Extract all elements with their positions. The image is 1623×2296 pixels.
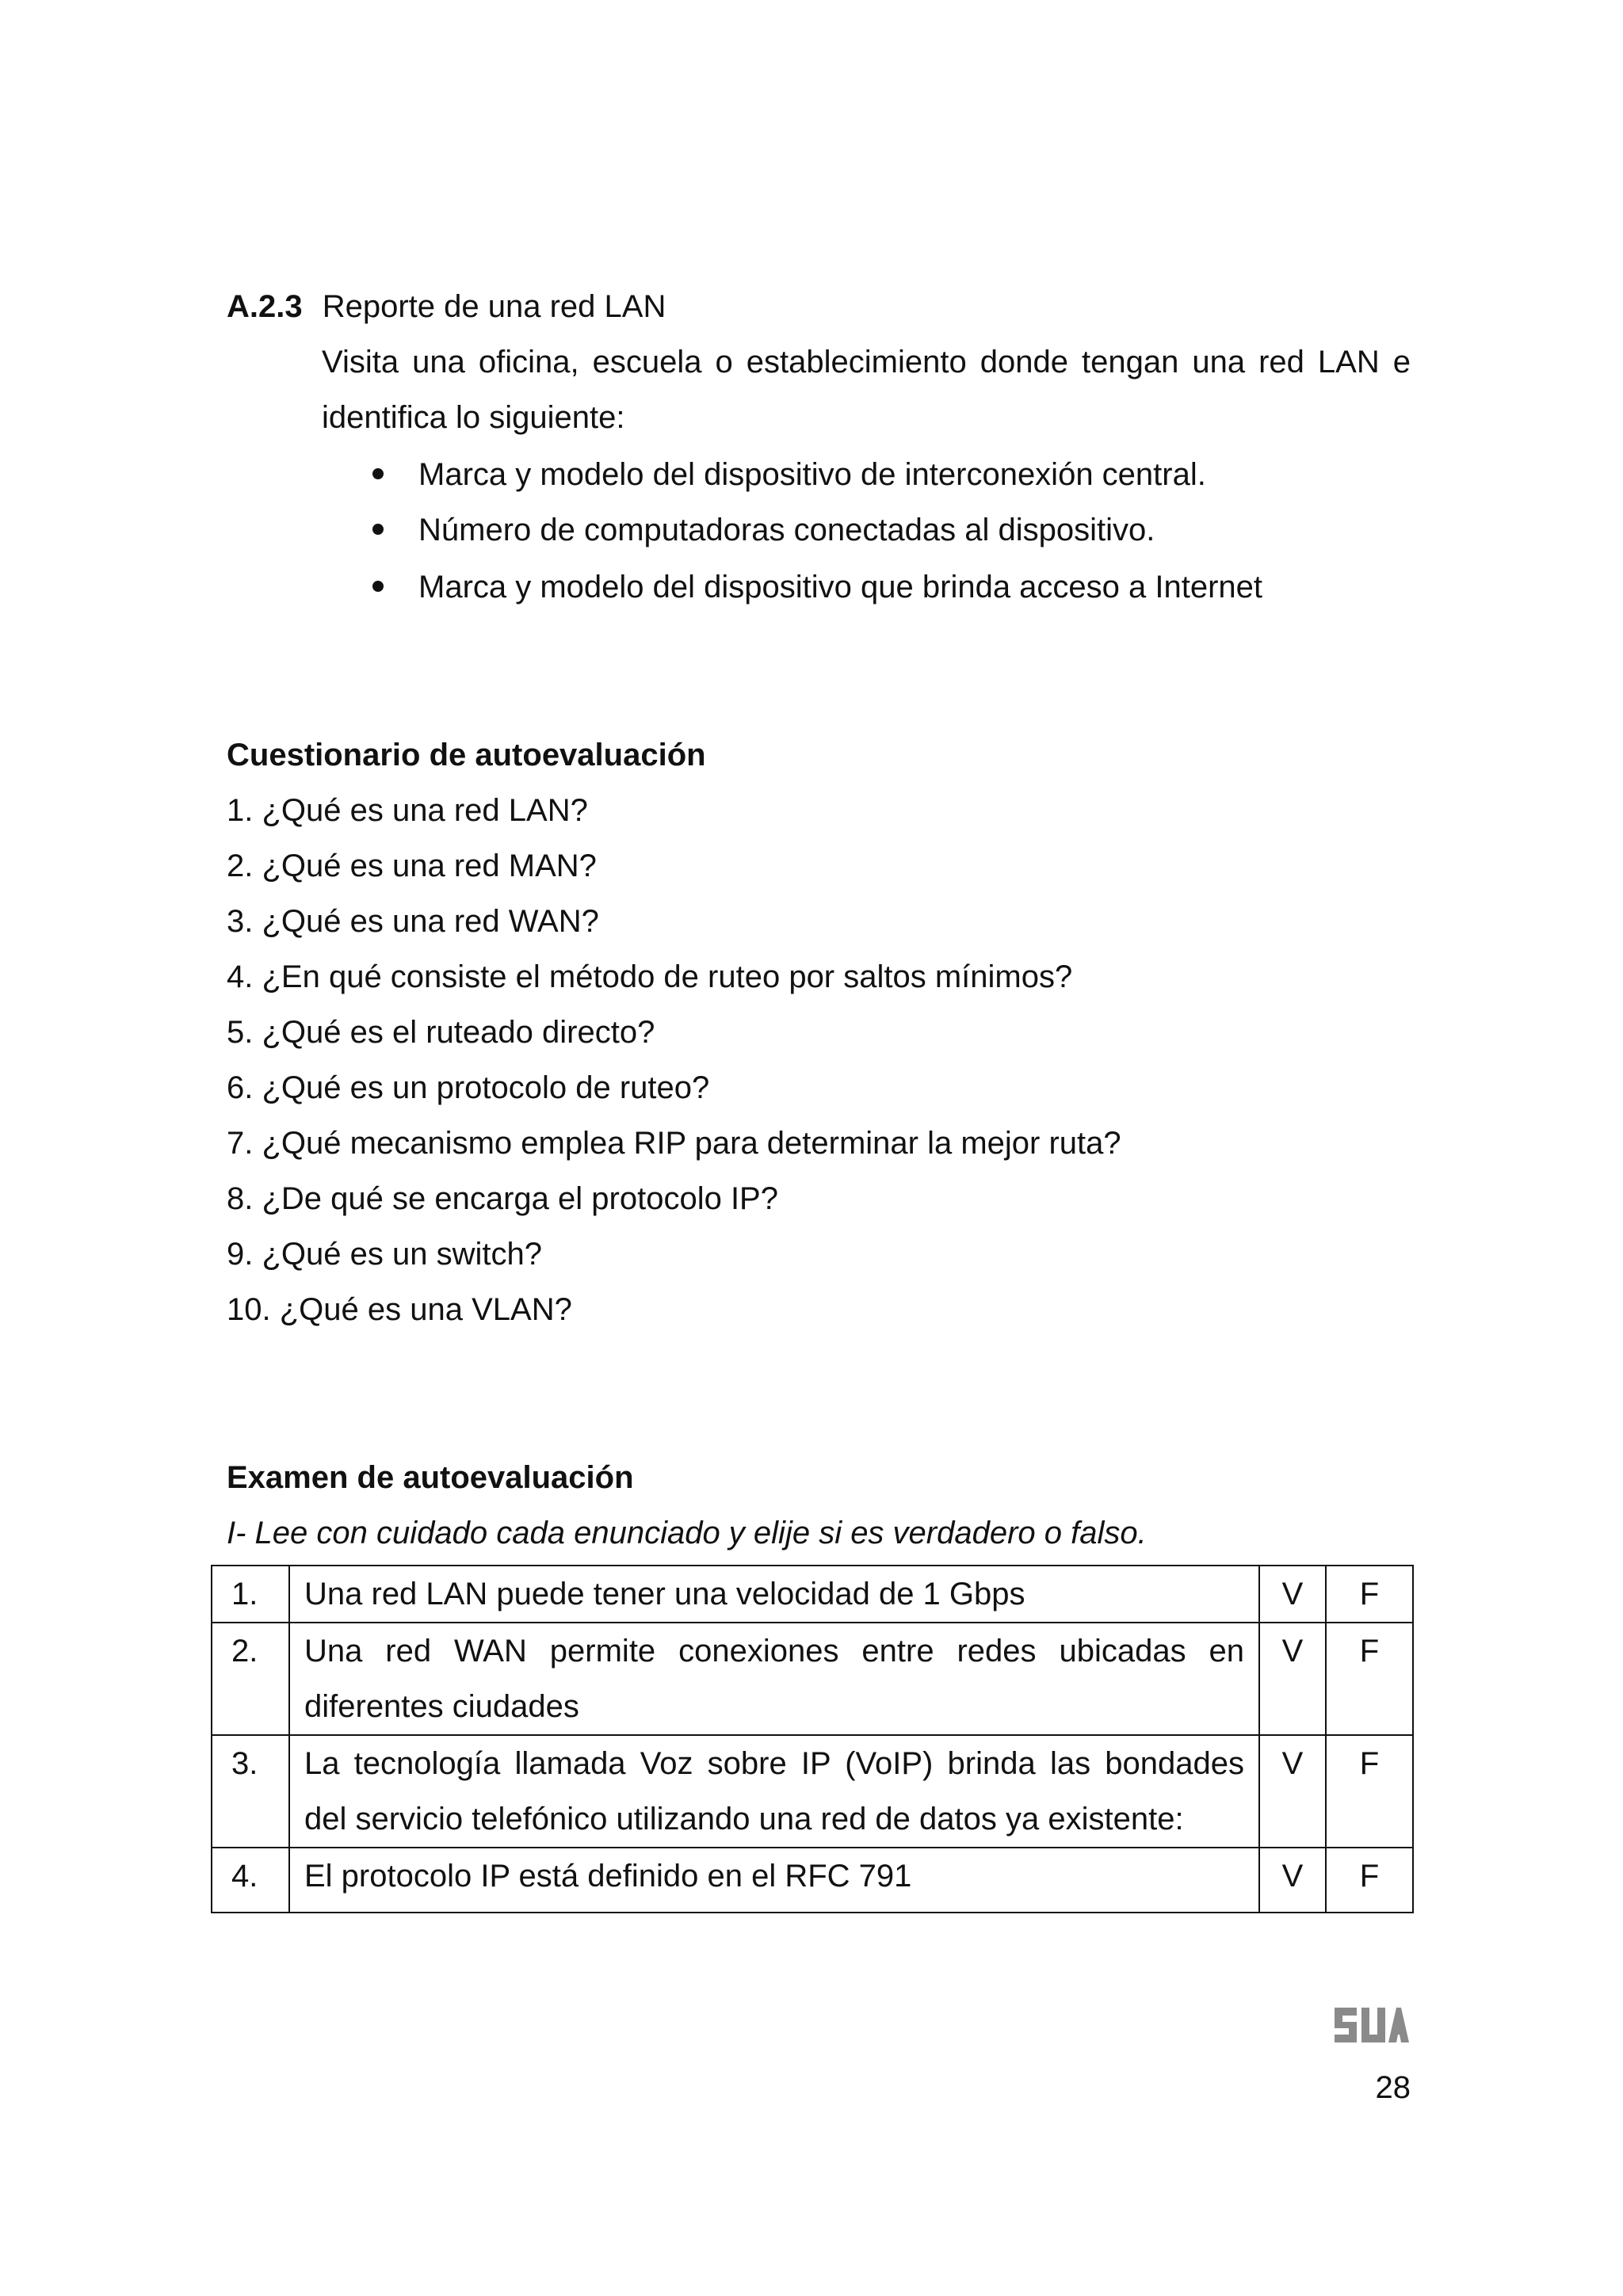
questionnaire-heading: Cuestionario de autoevaluación xyxy=(227,738,706,772)
row-number: 1. xyxy=(212,1566,289,1623)
question-item: 4. ¿En qué consiste el método de ruteo por saltos mínimos? xyxy=(227,959,1073,994)
section-number: A.2.3 xyxy=(227,289,303,324)
question-item: 9. ¿Qué es un switch? xyxy=(227,1237,542,1272)
bullet-icon xyxy=(372,581,384,592)
false-option[interactable]: F xyxy=(1326,1848,1413,1913)
question-item: 3. ¿Qué es una red WAN? xyxy=(227,904,599,939)
question-item: 10. ¿Qué es una VLAN? xyxy=(227,1292,572,1327)
false-option[interactable]: F xyxy=(1326,1735,1413,1848)
question-item: 6. ¿Qué es un protocolo de ruteo? xyxy=(227,1070,710,1105)
page-number: 28 xyxy=(1375,2070,1411,2105)
question-item: 5. ¿Qué es el ruteado directo? xyxy=(227,1015,655,1050)
question-item: 7. ¿Qué mecanismo emplea RIP para determinar la mejor ruta? xyxy=(227,1126,1121,1161)
table-row xyxy=(212,1566,1413,1623)
row-statement xyxy=(289,1735,1259,1848)
bullet-icon xyxy=(372,468,384,479)
statement-text: El protocolo IP está definido en el RFC 791 xyxy=(304,1859,912,1894)
section-heading xyxy=(227,279,666,334)
question-item: 2. ¿Qué es una red MAN? xyxy=(227,849,597,883)
table-row xyxy=(212,1623,1413,1735)
section-title: Reporte de una red LAN xyxy=(322,289,666,324)
sua-logo-icon xyxy=(1333,2006,1411,2044)
bullet-text: Marca y modelo del dispositivo que brinda acceso a Internet xyxy=(418,570,1263,605)
statement-text: Una red WAN permite conexiones entre redes ubicadas en xyxy=(304,1634,1244,1669)
bullet-icon xyxy=(372,524,384,535)
exam-heading: Examen de autoevaluación xyxy=(227,1460,634,1495)
section-intro-line1: Visita una oficina, escuela o establecimiento donde tengan una red LAN e xyxy=(322,345,1411,379)
false-option[interactable]: F xyxy=(1326,1623,1413,1735)
bullet-text: Marca y modelo del dispositivo de interconexión central. xyxy=(418,457,1206,492)
row-number: 4. xyxy=(212,1848,289,1913)
row-statement xyxy=(289,1623,1259,1735)
statement-text: del servicio telefónico utilizando una red de datos ya existente: xyxy=(304,1802,1184,1836)
question-item: 1. ¿Qué es una red LAN? xyxy=(227,793,588,828)
bullet-text: Número de computadoras conectadas al dispositivo. xyxy=(418,513,1155,547)
row-number: 3. xyxy=(212,1735,289,1848)
statement-text: diferentes ciudades xyxy=(304,1689,579,1724)
table-row xyxy=(212,1848,1413,1913)
row-number: 2. xyxy=(212,1623,289,1735)
exam-instruction: I- Lee con cuidado cada enunciado y elije si es verdadero o falso. xyxy=(227,1516,1147,1550)
statement-text: Una red LAN puede tener una velocidad de 1 Gbps xyxy=(304,1577,1025,1611)
true-option[interactable]: V xyxy=(1259,1735,1326,1848)
statement-text: La tecnología llamada Voz sobre IP (VoIP) brinda las bondades xyxy=(304,1746,1244,1781)
sua-logo-graphic xyxy=(1333,2006,1411,2044)
false-option[interactable]: F xyxy=(1326,1566,1413,1623)
question-item: 8. ¿De qué se encarga el protocolo IP? xyxy=(227,1181,778,1216)
row-statement xyxy=(289,1566,1259,1623)
true-false-table xyxy=(211,1565,1414,1913)
table-row xyxy=(212,1735,1413,1848)
row-statement xyxy=(289,1848,1259,1913)
true-option[interactable]: V xyxy=(1259,1848,1326,1913)
section-intro-line2: identifica lo siguiente: xyxy=(322,400,625,435)
true-option[interactable]: V xyxy=(1259,1623,1326,1735)
true-option[interactable]: V xyxy=(1259,1566,1326,1623)
